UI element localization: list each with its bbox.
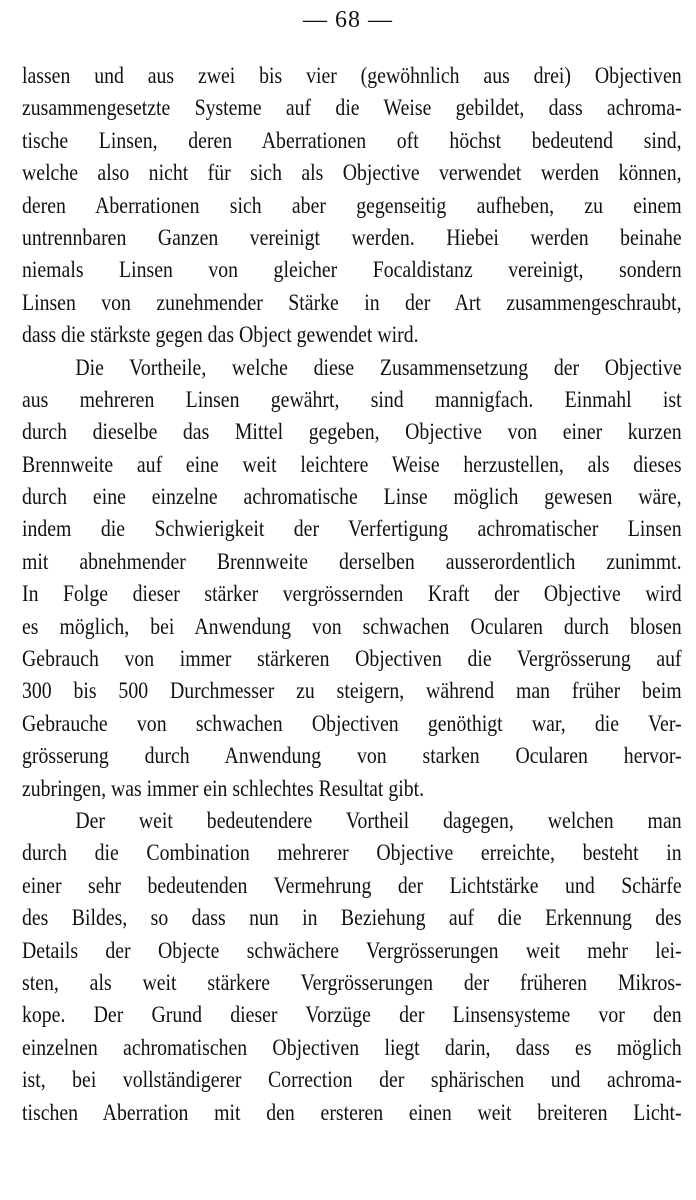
text-line: In Folge dieser stärker vergrössernden Kraft der Objective wird	[22, 581, 682, 607]
text-line: sten, als weit stärkere Vergrösserungen der früheren Mikros-	[22, 969, 682, 995]
text-line: tische Linsen, deren Aberrationen oft höchst bedeutend sind,	[22, 127, 682, 153]
text-line: welche also nicht für sich als Objective verwendet werden können,	[22, 160, 682, 186]
text-line: aus mehreren Linsen gewährt, sind mannigfach. Einmahl ist	[22, 386, 682, 412]
text-line: tischen Aberration mit den ersteren einen weit breiteren Licht-	[22, 1099, 682, 1125]
text-line: grösserung durch Anwendung von starken Ocularen hervor-	[22, 743, 682, 769]
text-line: mit abnehmender Brennweite derselben ausserordentlich zunimmt.	[22, 548, 682, 574]
text-line: deren Aberrationen sich aber gegenseitig aufheben, zu einem	[22, 192, 682, 218]
page-number: — 68 —	[303, 7, 393, 33]
text-line: dass die stärkste gegen das Object gewendet wird.	[22, 322, 419, 348]
text-line: des Bildes, so dass nun in Beziehung auf die Erkennung des	[22, 905, 682, 931]
text-line: untrennbaren Ganzen vereinigt werden. Hiebei werden beinahe	[22, 224, 682, 250]
text-line: Brennweite auf eine weit leichtere Weise herzustellen, als dieses	[22, 451, 682, 477]
text-line: ist, bei vollständigerer Correction der sphärischen und achroma-	[22, 1067, 682, 1093]
text-line: Gebrauche von schwachen Objectiven genöthigt war, die Ver-	[22, 710, 682, 736]
text-line: Details der Objecte schwächere Vergrösserungen weit mehr lei-	[22, 937, 682, 963]
text-line: durch eine einzelne achromatische Linse möglich gewesen wäre,	[22, 484, 682, 510]
text-line: Der weit bedeutendere Vortheil dagegen, welchen man	[75, 807, 682, 833]
text-line: kope. Der Grund dieser Vorzüge der Linsensysteme vor den	[22, 1002, 682, 1028]
text-line: indem die Schwierigkeit der Verfertigung achromatischer Linsen	[22, 516, 682, 542]
text-line: 300 bis 500 Durchmesser zu steigern, während man früher beim	[22, 678, 682, 704]
text-line: einzelnen achromatischen Objectiven liegt darin, dass es möglich	[22, 1034, 682, 1060]
text-line: es möglich, bei Anwendung von schwachen Ocularen durch blosen	[22, 613, 682, 639]
text-line: niemals Linsen von gleicher Focaldistanz vereinigt, sondern	[22, 257, 682, 283]
body-text	[22, 60, 682, 1129]
text-line: zusammengesetzte Systeme auf die Weise gebildet, dass achroma-	[22, 95, 682, 121]
text-line: Gebrauch von immer stärkeren Objectiven die Vergrösserung auf	[22, 646, 682, 672]
text-line: einer sehr bedeutenden Vermehrung der Lichtstärke und Schärfe	[22, 872, 682, 898]
text-line: Die Vortheile, welche diese Zusammensetzung der Objective	[75, 354, 682, 380]
text-line: durch dieselbe das Mittel gegeben, Objective von einer kurzen	[22, 419, 682, 445]
text-line: lassen und aus zwei bis vier (gewöhnlich aus drei) Objectiven	[22, 63, 682, 88]
text-line: Linsen von zunehmender Stärke in der Art zusammengeschraubt,	[22, 289, 682, 315]
text-line: durch die Combination mehrerer Objective erreichte, besteht in	[22, 840, 682, 866]
text-line: zubringen, was immer ein schlechtes Resultat gibt.	[22, 775, 425, 801]
